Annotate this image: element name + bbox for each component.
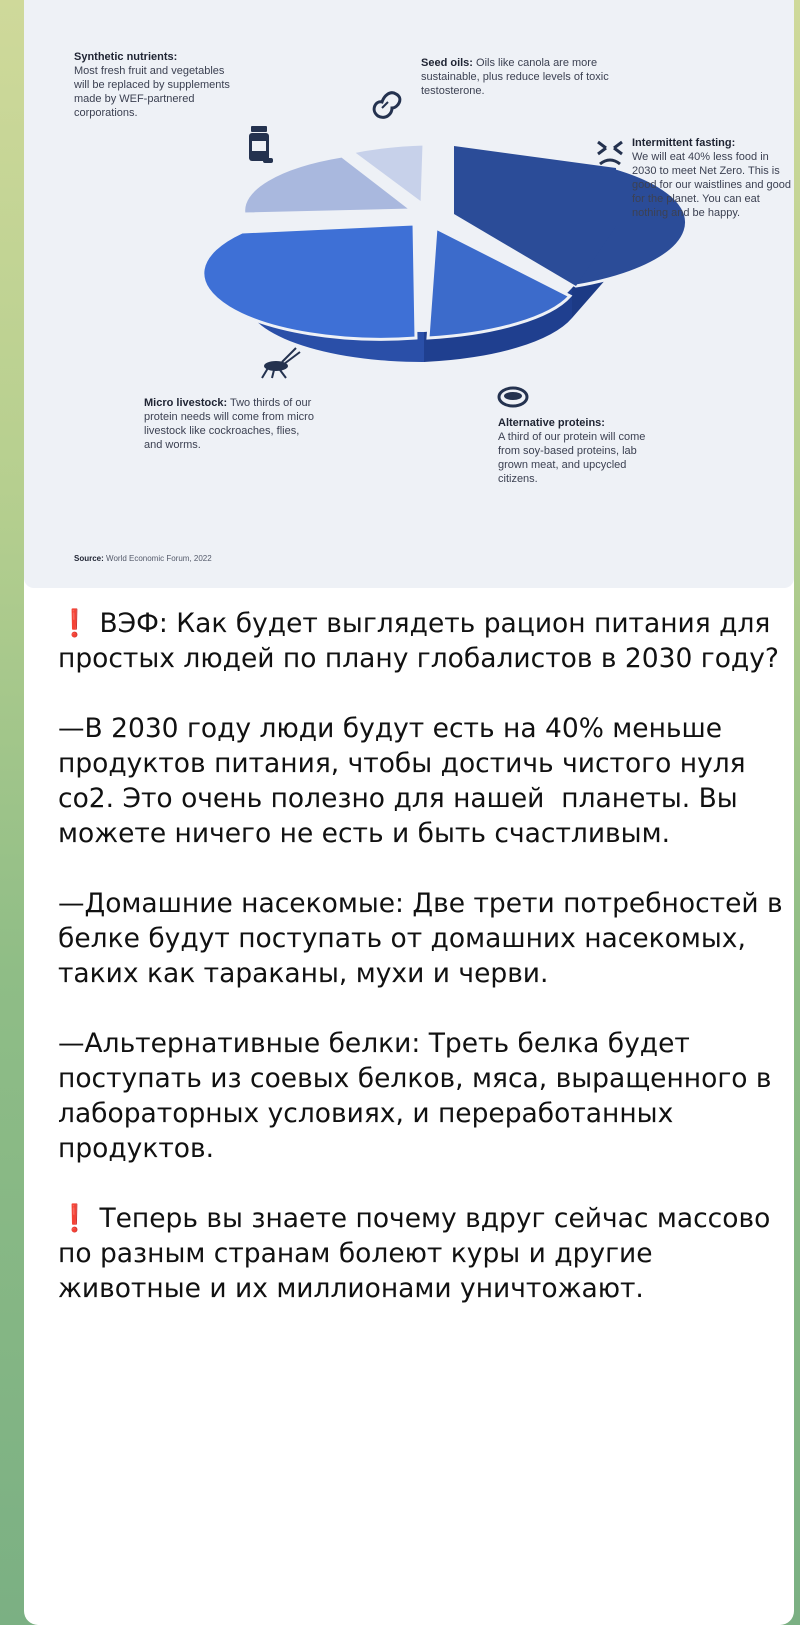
message-paragraph-3: —Домашние насекомые: Две трети потребностей в белке будут поступать от домашних насекомых, таких как тараканы, мухи и черви. — [58, 888, 792, 989]
label-synthetic: Synthetic nutrients: Most fresh fruit and vegetables will be replaced by supplements made by WEF-partnered corporations. — [74, 51, 230, 119]
message-paragraph-4: —Альтернативные белки: Треть белка будет поступать из соевых белков, мяса, выращенного в лабораторных условиях, и переработанных продуктов. — [58, 1028, 780, 1164]
petri-dish-icon — [496, 384, 530, 410]
label-micro-livestock: Micro livestock: Two thirds of our protein needs will come from micro livestock like cockroaches, flies, and worms. — [144, 397, 314, 451]
message-paragraph-1: ❗ ВЭФ: Как будет выглядеть рацион питания для простых людей по плану глобалистов в 2030 году? — [58, 608, 779, 674]
label-alt-proteins: Alternative proteins: A third of our protein will come from soy-based proteins, lab grown meat, and upcycled citizens. — [498, 417, 646, 485]
infographic-image[interactable] — [24, 0, 794, 588]
label-seed-oils: Seed oils: Oils like canola are more sustainable, plus reduce levels of toxic testosterone. — [421, 57, 609, 97]
exclamation-icon: ❗ — [58, 608, 91, 639]
peanut-icon — [368, 86, 406, 124]
message-bubble — [24, 0, 794, 1625]
supplement-bottle-icon — [246, 124, 276, 170]
message-paragraph-5: ❗ Теперь вы знаете почему вдруг сейчас массово по разным странам болеют куры и другие животные и их миллионами уничтожают. — [58, 1203, 779, 1304]
source-note: Source: World Economic Forum, 2022 — [74, 554, 212, 563]
message-paragraph-2: —В 2030 году люди будут есть на 40% меньше продуктов питания, чтобы достичь чистого нуля со2. Это очень полезно для нашей планеты. Вы можете ничего не есть и быть счастливым. — [58, 713, 755, 849]
label-fasting: Intermittent fasting: We will eat 40% less food in 2030 to meet Net Zero. This is good for our waistlines and good for the planet. You can eat nothing and be happy. — [632, 137, 791, 219]
pie-slice-micro-livestock — [203, 224, 416, 339]
fasting-icon — [592, 136, 628, 172]
message-text — [58, 606, 792, 1341]
cricket-icon — [256, 344, 302, 380]
exclamation-icon: ❗ — [58, 1203, 91, 1234]
